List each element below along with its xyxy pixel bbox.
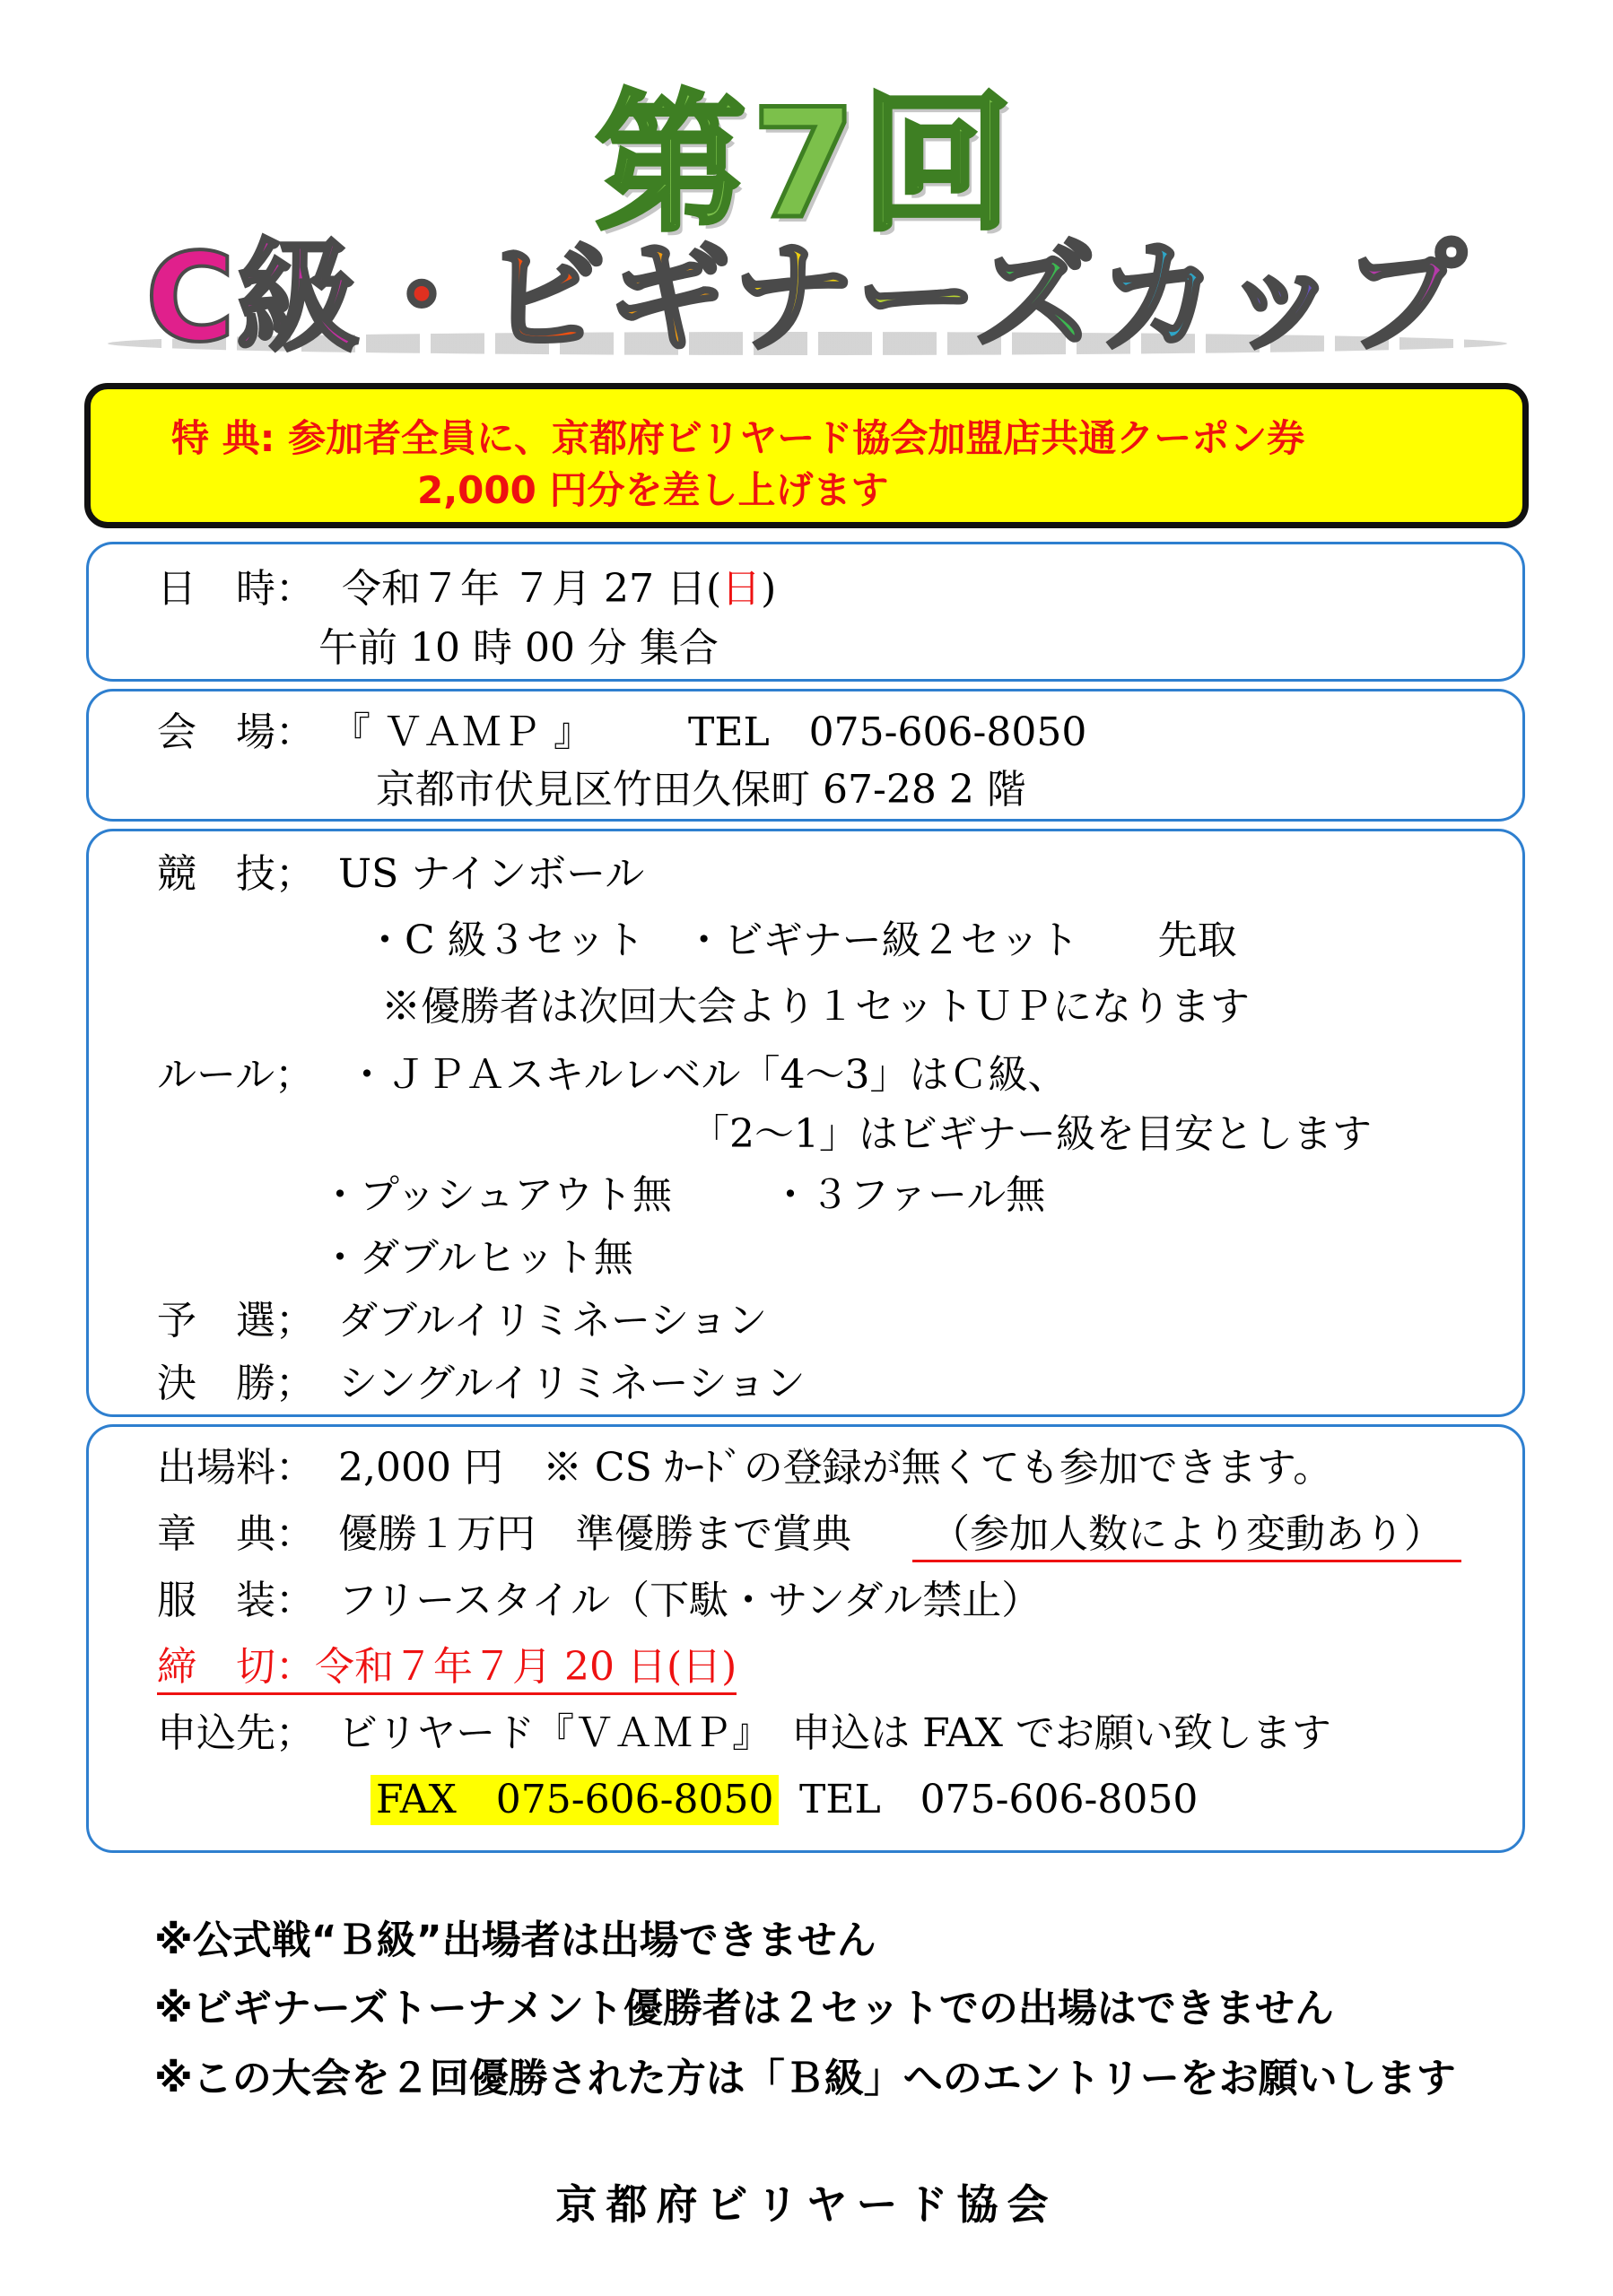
set-count: ・C 級３セット ・ビギナー級２セット 先取 (365, 918, 1237, 963)
datetime-date (342, 564, 776, 614)
final-label: 決 勝； (157, 1361, 315, 1406)
title-char: プ (1343, 228, 1468, 370)
benefit-line-1: 特 典: 参加者全員に、京都府ビリヤード協会加盟店共通クーポン券 (171, 416, 1305, 460)
datetime-label: 日 時： (157, 566, 315, 612)
datetime-box (86, 542, 1525, 682)
note-b-class: ※公式戦“Ｂ級”出場者は出場できません (154, 1918, 876, 1963)
benefit-box (84, 383, 1529, 528)
fax-number: FAX 075-606-8050 (371, 1775, 779, 1825)
note-beginners-winner: ※ビギナーズトーナメント優勝者は２セットでの出場はできません (154, 1986, 1334, 2031)
prelim-format: ダブルイリミネーション (338, 1298, 768, 1344)
note-two-time-winner: ※この大会を２回優勝された方は「Ｂ級」へのエントリーをお願いします (154, 2056, 1456, 2101)
game-label: 競 技； (157, 851, 315, 897)
dress-code: フリースタイル（下駄・サンダル禁止） (338, 1578, 1042, 1623)
fee-value: 2,000 円 ※ CS ｶｰﾄﾞの登録が無くても参加できます。 (338, 1445, 1333, 1491)
entry-box (86, 1424, 1525, 1853)
venue-label: 会 場： (157, 709, 315, 755)
date-suffix: ) (761, 566, 777, 612)
prize-label: 章 典： (157, 1511, 315, 1557)
date-day: 日 (721, 566, 762, 612)
apply-info: ビリヤード『ＶＡＭＰ』 申込は FAX でお願い致します (338, 1710, 1331, 1756)
tel-number: TEL 075-606-8050 (799, 1777, 1199, 1822)
datetime-time: 午前 10 時 00 分 集合 (318, 625, 719, 671)
date-prefix: 令和７年 ７月 27 日( (342, 566, 722, 612)
title-char: ビ (484, 228, 608, 370)
venue-box (86, 689, 1525, 822)
title-char: ッ (1219, 228, 1344, 370)
organizer: 京都府ビリヤード協会 (555, 2180, 1058, 2229)
venue-tel: TEL 075-606-8050 (688, 709, 1087, 755)
rule-pushout: ・プッシュアウト無 (320, 1172, 673, 1218)
title-edition: 第7回 (595, 76, 1018, 252)
final-format: シングルイリミネーション (338, 1361, 806, 1406)
rules-box (86, 829, 1525, 1417)
title-char: ズ (973, 228, 1098, 370)
apply-label: 申込先； (157, 1710, 315, 1756)
winner-note: ※優勝者は次回大会より１セットＵＰになります (381, 984, 1250, 1030)
title-char: 級 (236, 228, 361, 370)
venue-name: 『 ＶＡＭＰ 』 (331, 709, 593, 755)
rule-skill-c: ・ＪＰＡスキルレベル「4～3」はＣ級、 (347, 1052, 1068, 1098)
deadline: 締 切：令和７年７月 20 日(日) (157, 1642, 737, 1695)
rule-label: ルール； (157, 1052, 315, 1098)
title-char: ー (855, 228, 974, 370)
title-char: ・ (360, 228, 484, 370)
title-char: ギ (607, 228, 732, 370)
game-type: US ナインボール (338, 851, 645, 897)
dress-label: 服 装： (157, 1578, 315, 1623)
title-char: カ (1097, 228, 1220, 370)
venue-address: 京都市伏見区竹田久保町 67-28 2 階 (376, 767, 1026, 813)
rule-three-foul: ・３ファール無 (771, 1172, 1046, 1218)
prize-value: 優勝１万円 準優勝まで賞典 (338, 1511, 851, 1557)
prize-note: （参加人数により変動あり） (912, 1509, 1461, 1562)
title-char: ナ (731, 228, 856, 370)
prelim-label: 予 選； (157, 1298, 315, 1344)
rule-skill-beginner: 「2～1」はビギナー級を目安とします (690, 1111, 1372, 1157)
fee-label: 出場料： (157, 1445, 315, 1491)
title-main (0, 222, 1613, 375)
benefit-line-2: 2,000 円分を差し上げます (417, 468, 889, 512)
title-char: C (145, 228, 237, 370)
rule-double-hit: ・ダブルヒット無 (320, 1235, 633, 1281)
